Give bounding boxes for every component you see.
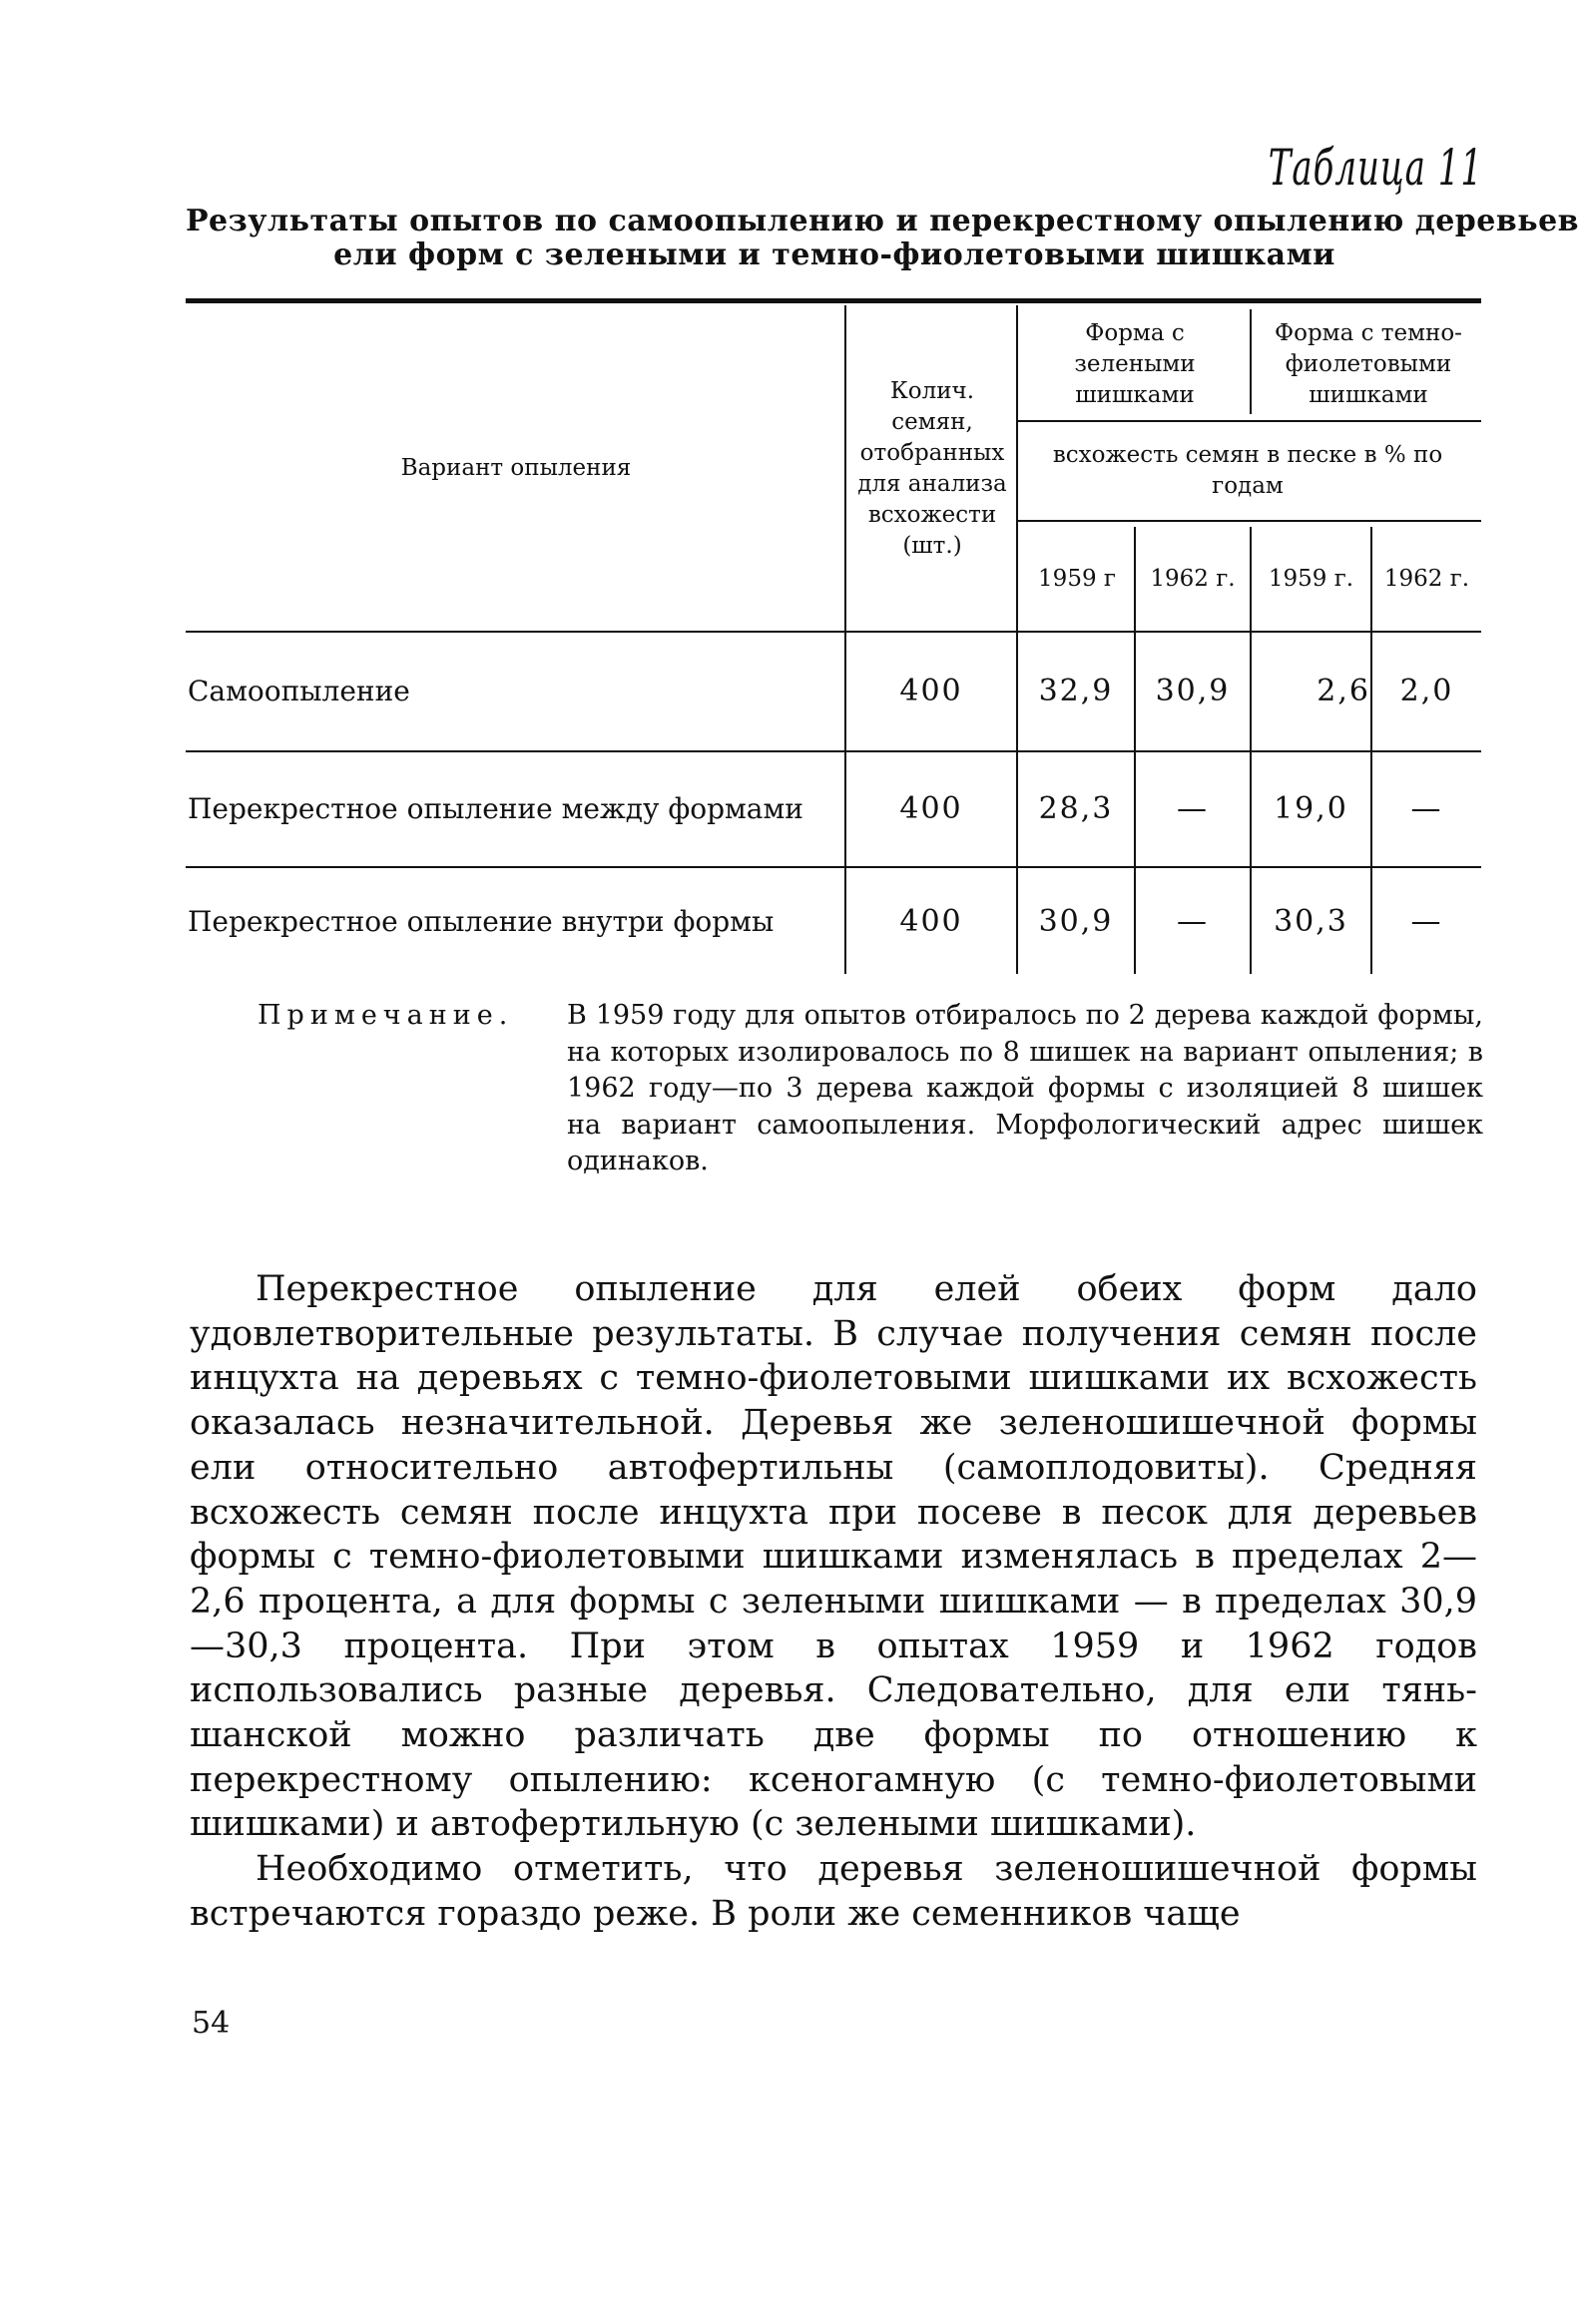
col-divider-purple-header bbox=[1250, 309, 1252, 414]
row-variant: Перекрестное опыление внутри формы bbox=[188, 905, 775, 938]
row-purple-1959: 19,0 bbox=[1274, 791, 1348, 826]
row-green-1959: 28,3 bbox=[1038, 791, 1114, 826]
header-subrule-1 bbox=[1018, 420, 1481, 422]
row-green-1959: 30,9 bbox=[1038, 904, 1114, 939]
row-purple-1959: 2,6 bbox=[1317, 674, 1370, 708]
note-label: Примечание. bbox=[258, 1000, 514, 1031]
row-green-1962: — bbox=[1177, 904, 1209, 939]
page-number: 54 bbox=[192, 2006, 231, 2041]
row-variant: Самоопыление bbox=[188, 675, 410, 707]
table-title-line-2: ели форм с зелеными и темно-фиолетовыми шишками bbox=[333, 237, 1335, 272]
header-year-green-1962: 1962 г. bbox=[1150, 565, 1236, 592]
row-count: 400 bbox=[899, 904, 963, 939]
row-separator-1 bbox=[186, 750, 1481, 752]
body-paragraph: Перекрестное опыление для елей обеих форм дало удовлетворительные результаты. В случае получения семян после инцухта на деревьях с темно-фиолетовыми шишками их всхожесть оказалась незначительной. Деревья же зеленошишечной формы ели относительно автофертильны (самоплодовиты). Средняя всхожесть семян после инцухта при посеве в песок для деревьев формы с темно-фиолетовыми шишками изменялась в пределах 2—2,6 процента, а для формы с зелеными шишками — в пределах 30,9—30,3 процента. При этом в опытах 1959 и 1962 годов использовались разные деревья. Следовательно, для ели тянь-шанской можно различать две формы по отношению к перекрестному опылению: ксеногамную (с темно-фиолетовыми шишками) и автофертильную (с зелеными шишками). bbox=[190, 1269, 1477, 1845]
note-text: В 1959 году для опытов отбиралось по 2 дерева каждой формы, на которых изолировалось по 8 шишек на вариант опыления; в 1962 году—по 3 дерева каждой формы с изоляцией 8 шишек на вариант самоопыления. Морфологический адрес шишек одинаков. bbox=[567, 1000, 1483, 1176]
row-green-1962: 30,9 bbox=[1155, 674, 1231, 708]
header-green-form: Форма с зелеными шишками bbox=[1074, 319, 1196, 408]
header-variant: Вариант опыления bbox=[400, 454, 632, 481]
row-variant: Перекрестное опыление между формами bbox=[188, 792, 803, 825]
row-count: 400 bbox=[899, 791, 963, 826]
table-top-rule bbox=[186, 298, 1481, 303]
row-purple-1962: — bbox=[1410, 791, 1443, 826]
row-green-1959: 32,9 bbox=[1038, 674, 1114, 708]
row-purple-1962: — bbox=[1410, 904, 1443, 939]
header-bottom-rule bbox=[186, 631, 1481, 633]
table-label: Таблица 11 bbox=[1268, 140, 1483, 198]
row-separator-2 bbox=[186, 866, 1481, 868]
row-green-1962: — bbox=[1177, 791, 1209, 826]
header-subrule-2 bbox=[1018, 520, 1481, 522]
row-purple-1959: 30,3 bbox=[1274, 904, 1348, 939]
header-year-green-1959: 1959 г bbox=[1038, 565, 1116, 592]
header-year-purple-1959: 1959 г. bbox=[1268, 565, 1354, 592]
body-paragraph: Необходимо отметить, что деревья зеленошишечной формы встречаются гораздо реже. В роли же семенников чаще bbox=[190, 1849, 1477, 1934]
header-purple-form: Форма с темно-фиолетовыми шишками bbox=[1275, 319, 1462, 408]
header-year-purple-1962: 1962 г. bbox=[1383, 565, 1470, 592]
header-germination: всхожесть семян в песке в % по годам bbox=[1052, 442, 1443, 499]
body-text bbox=[190, 1267, 1477, 1937]
table-title bbox=[186, 204, 1579, 272]
row-count: 400 bbox=[899, 674, 963, 708]
header-count: Колич. семян, отобранных для анализа всхожести (шт.) bbox=[857, 378, 1007, 559]
row-purple-1962: 2,0 bbox=[1399, 674, 1454, 708]
table-title-line-1: Результаты опытов по самоопылению и перекрестному опылению деревьев bbox=[186, 204, 1579, 238]
